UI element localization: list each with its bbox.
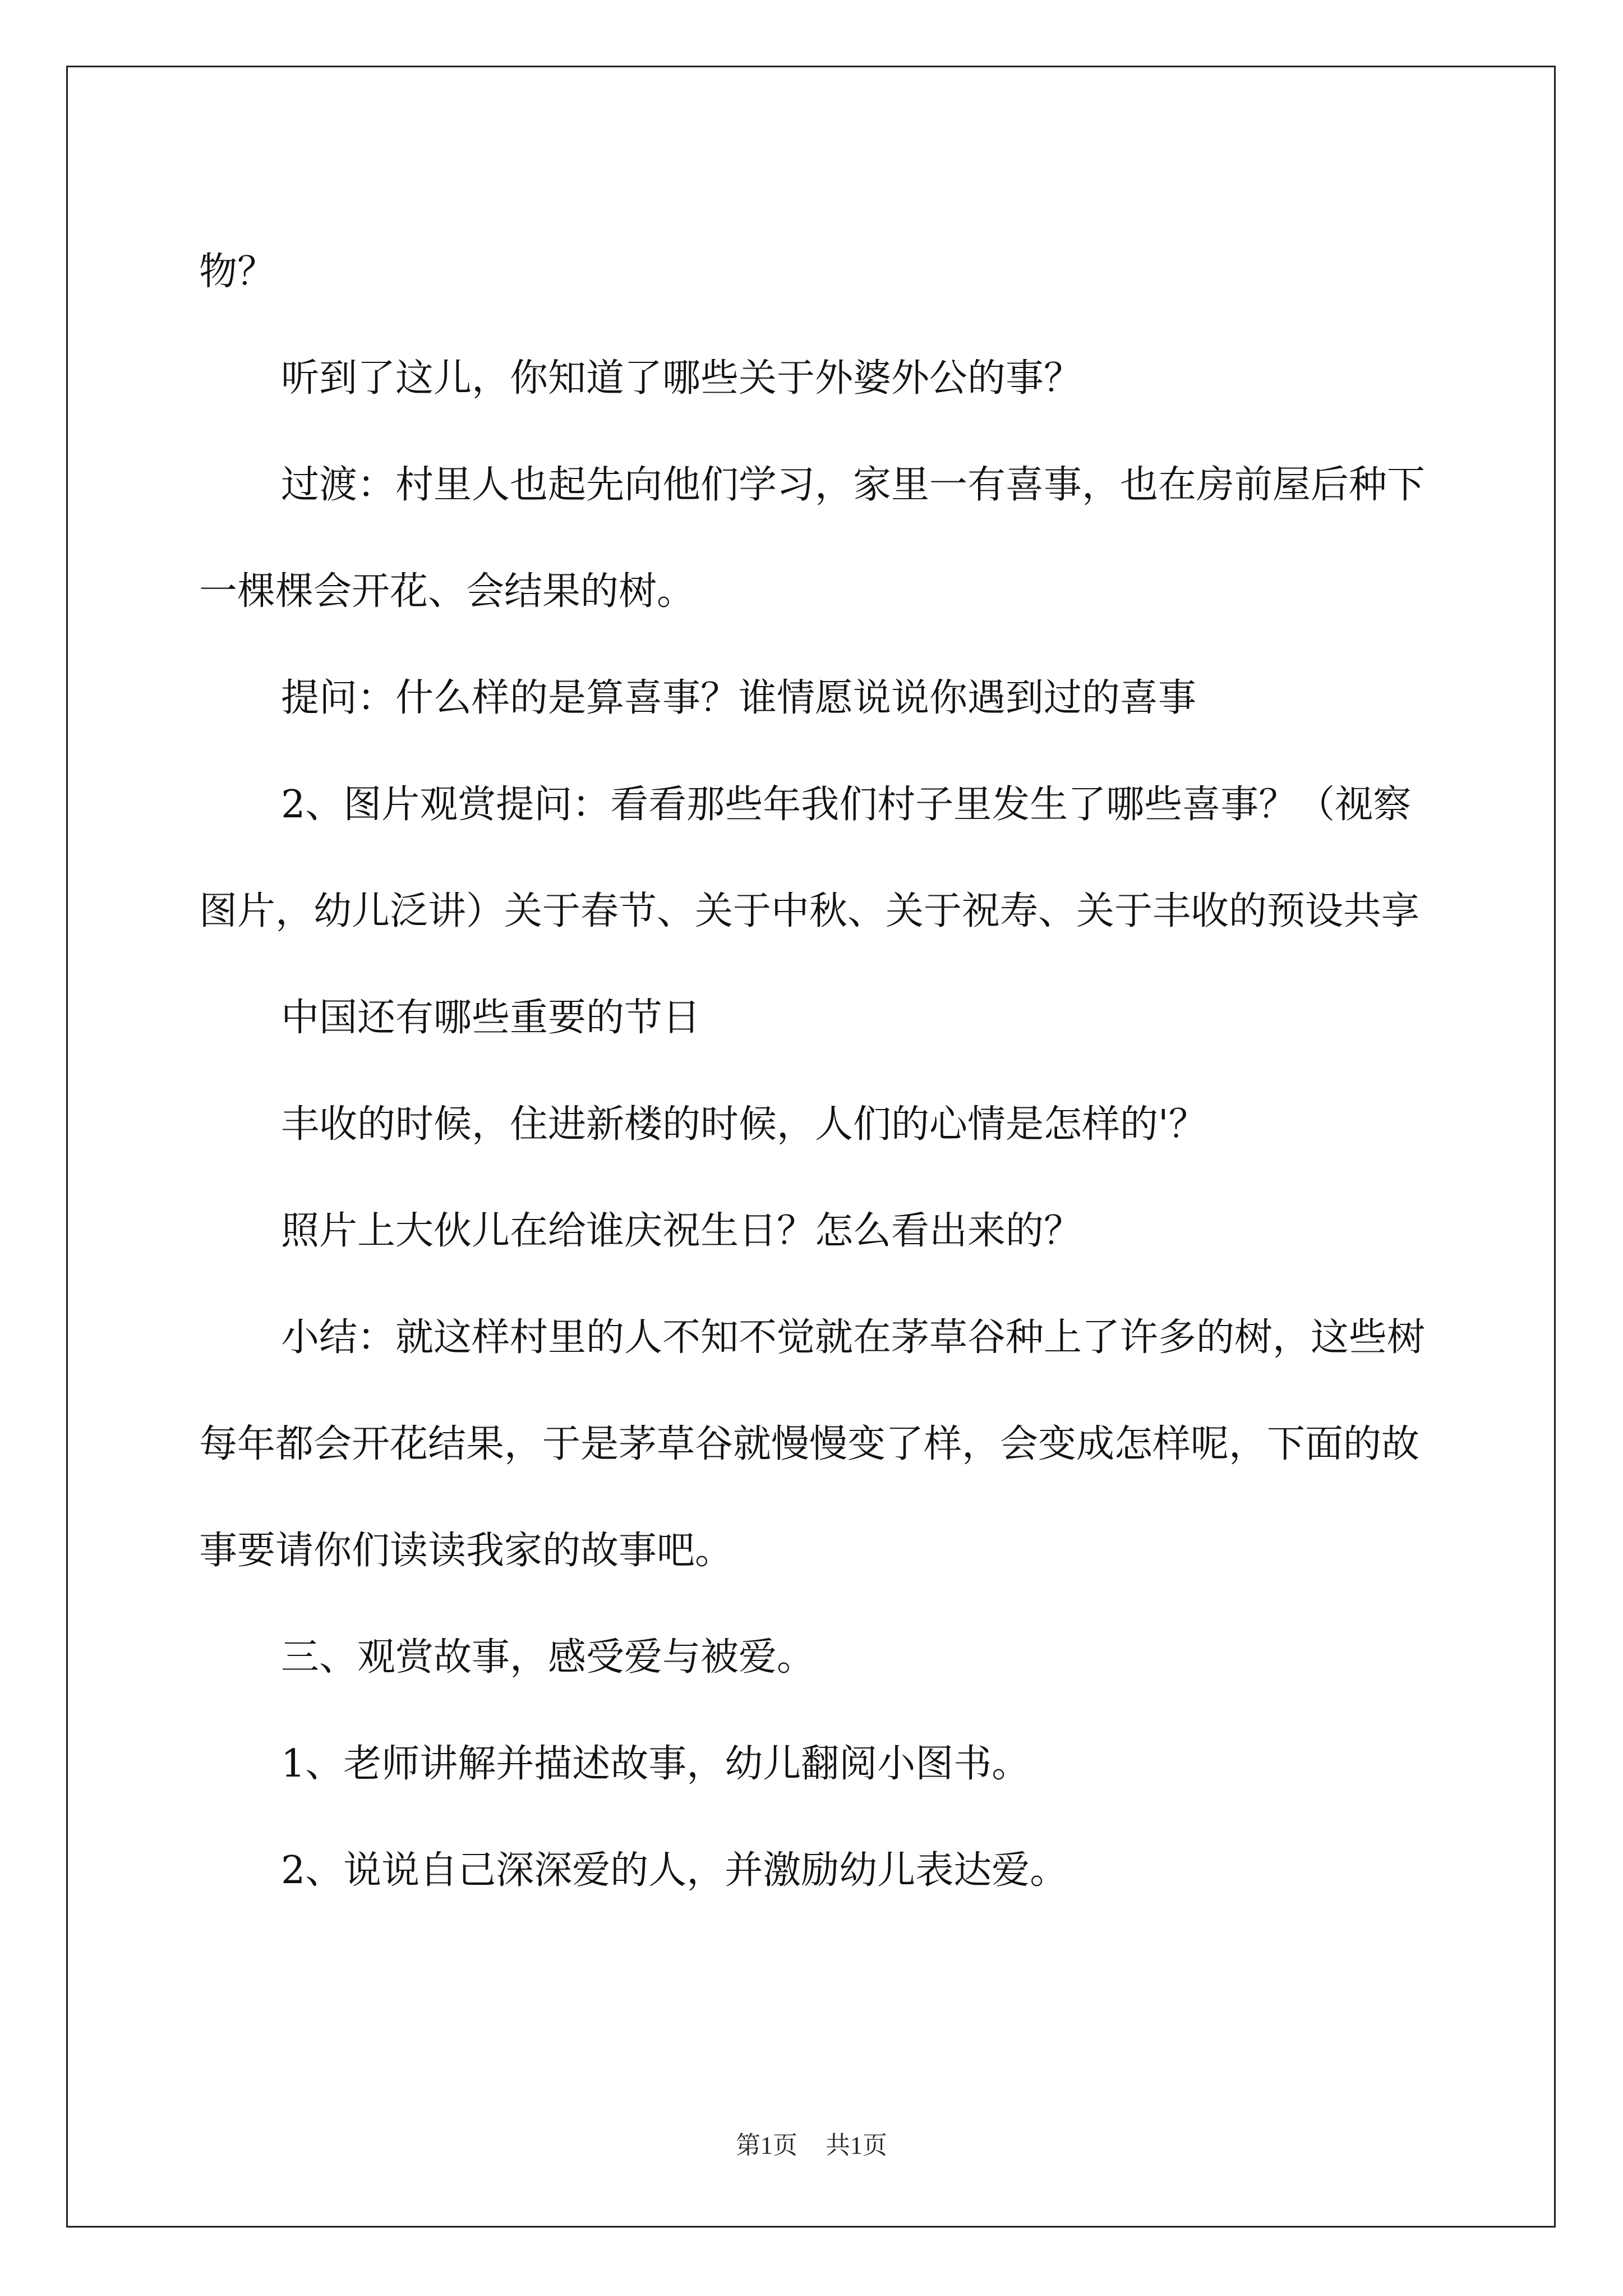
paragraph: 小结：就这样村里的人不知不觉就在茅草谷种上了许多的树，这些树每年都会开花结果，于是茅草谷就慢慢变了样，会变成怎样呢，下面的故事要请你们读读我家的故事吧。 bbox=[199, 1315, 1426, 1573]
page-total: 共1页 bbox=[826, 2132, 887, 2159]
paragraph: 提问：什么样的是算喜事？谁情愿说说你遇到过的喜事 bbox=[281, 676, 1197, 720]
paragraph: 2、图片观赏提问：看看那些年我们村子里发生了哪些喜事？（视察图片，幼儿泛讲）关于春节、关于中秋、关于祝寿、关于丰收的预设共享 bbox=[199, 783, 1420, 933]
paragraph: 听到了这儿，你知道了哪些关于外婆外公的事？ bbox=[281, 356, 1082, 401]
paragraph: 中国还有哪些重要的节日 bbox=[281, 996, 701, 1040]
page-number: 第1页 bbox=[736, 2132, 797, 2159]
paragraph: 三、观赏故事，感受爱与被爱。 bbox=[281, 1635, 815, 1680]
paragraph: 过渡：村里人也起先向他们学习，家里一有喜事，也在房前屋后种下一棵棵会开花、会结果的树。 bbox=[199, 463, 1426, 614]
paragraph: 2、说说自己深深爱的人，并激励幼儿表达爱。 bbox=[281, 1848, 1068, 1893]
paragraph: 1、老师讲解并描述故事，幼儿翻阅小图书。 bbox=[281, 1742, 1030, 1786]
document-body bbox=[199, 219, 1427, 1924]
paragraph: 照片上大伙儿在给谁庆祝生日？怎么看出来的？ bbox=[281, 1209, 1082, 1253]
paragraph: 物？ bbox=[199, 250, 276, 294]
paragraph: 丰收的时候，住进新楼的时候，人们的心情是怎样的'？ bbox=[281, 1102, 1207, 1147]
page-footer bbox=[0, 2129, 1623, 2162]
